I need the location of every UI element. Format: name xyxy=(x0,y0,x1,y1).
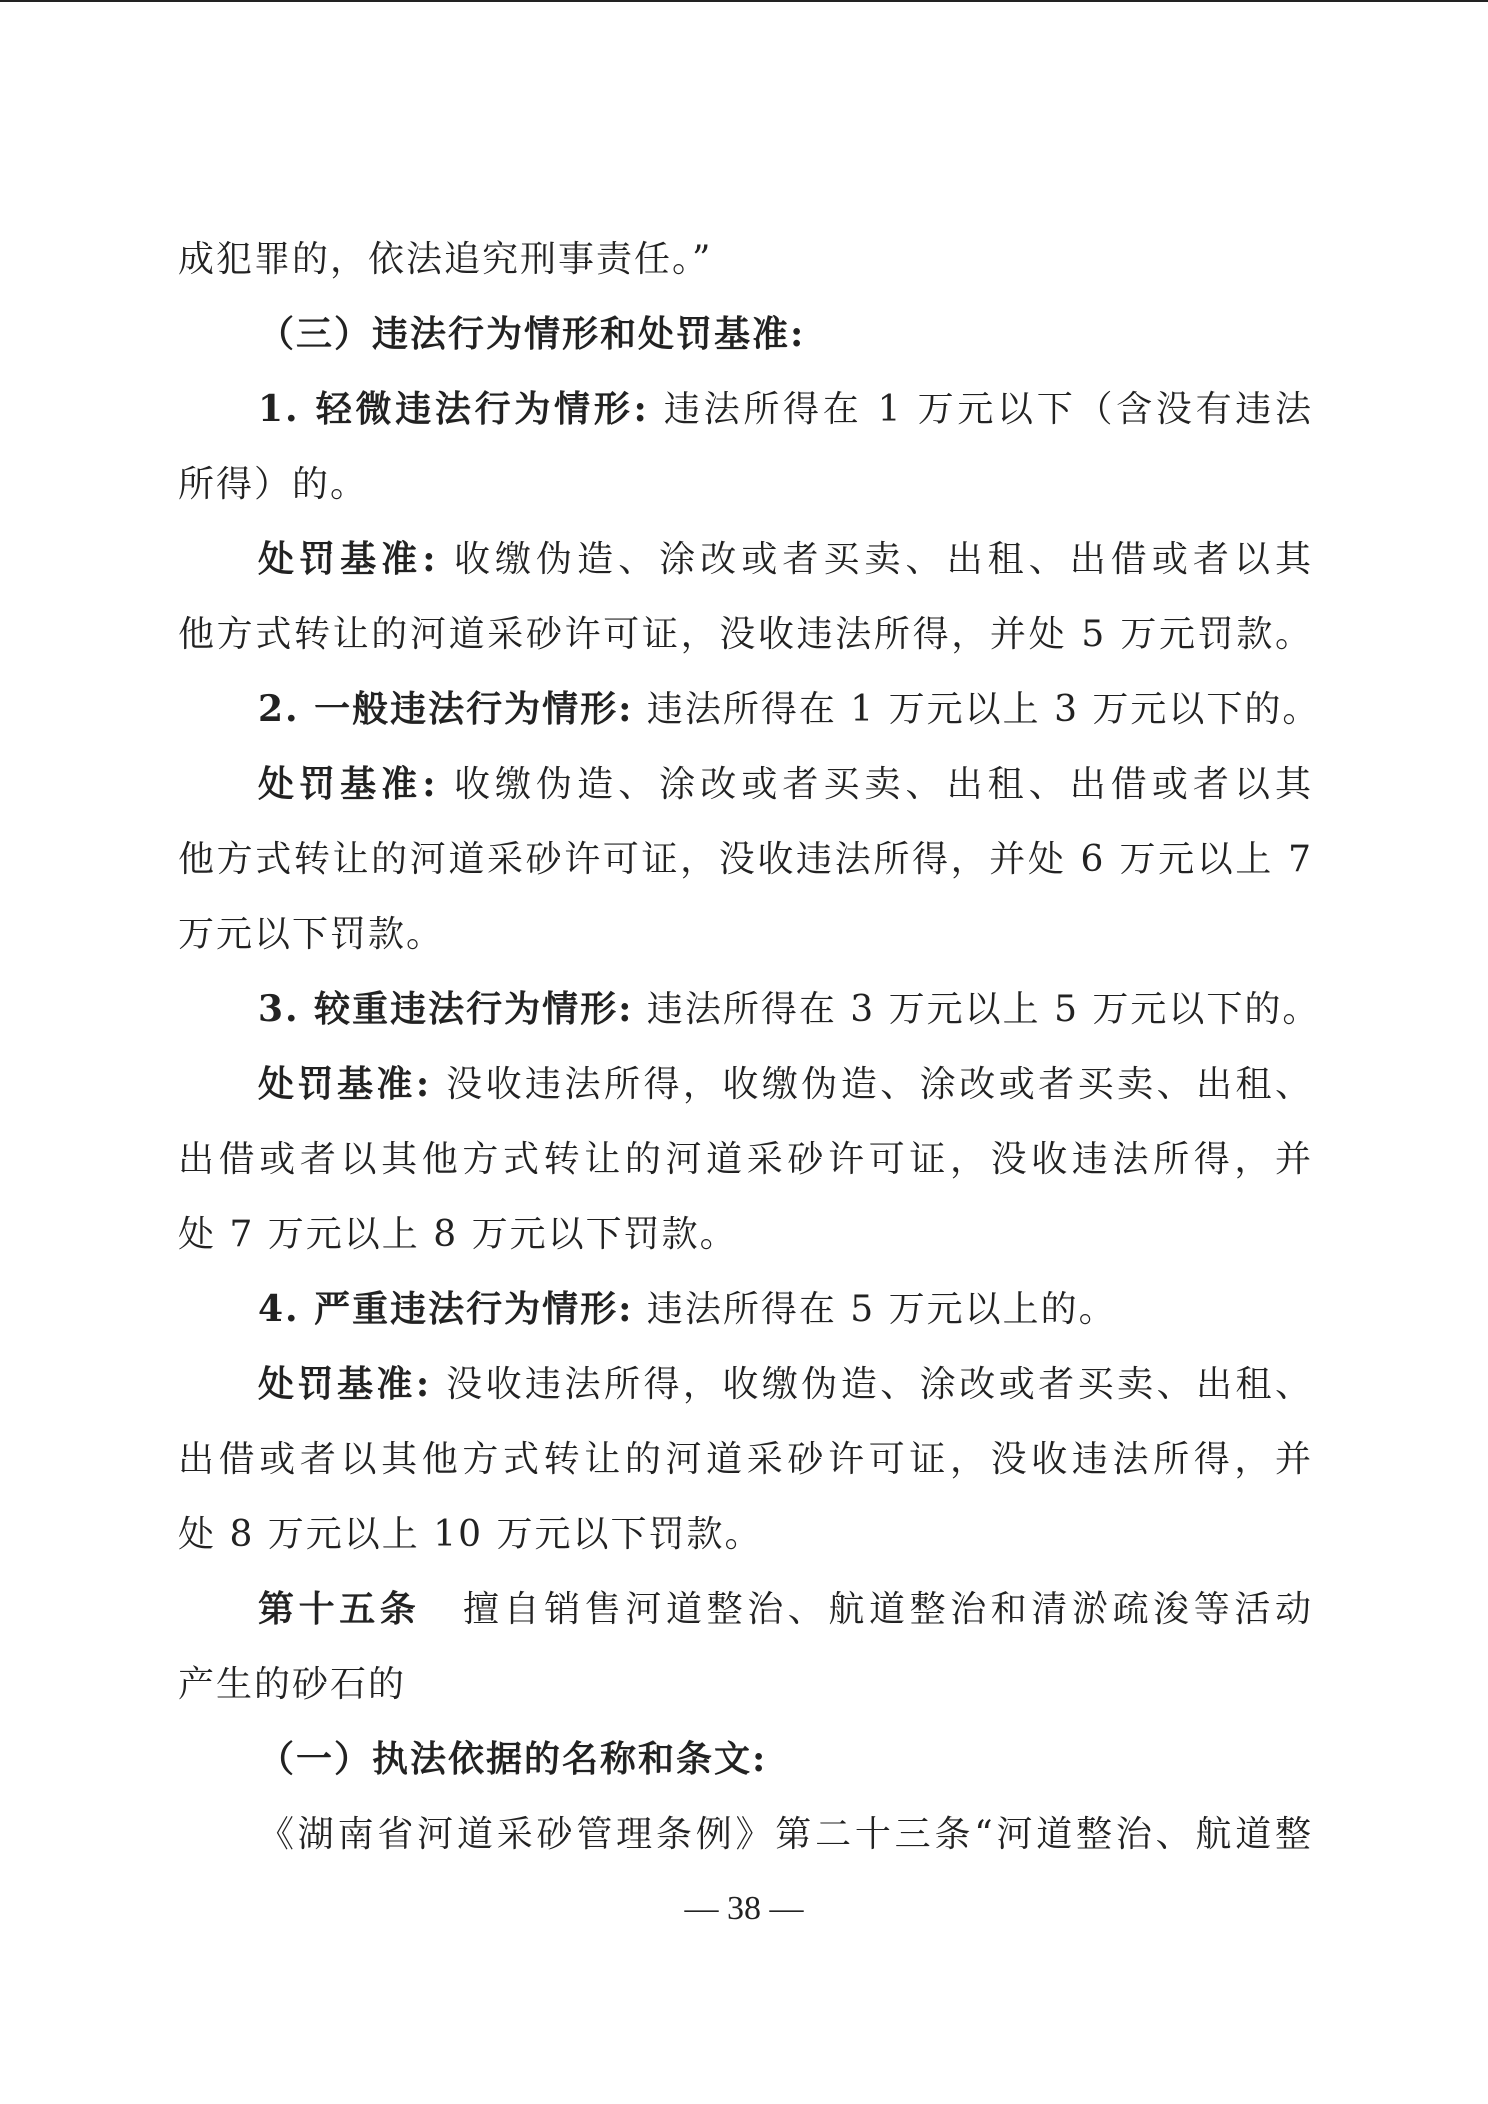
item-text: 违法所得在 1 万元以上 3 万元以下的。 xyxy=(633,689,1321,730)
text: 《湖南省河道采砂管理条例》第二十三条“河道整治、航道整 xyxy=(258,1814,1313,1855)
item-heading: 2. 一般违法行为情形: xyxy=(258,688,634,730)
item-3-line xyxy=(258,972,1321,1047)
text: 成犯罪的，依法追究刑事责任。” xyxy=(178,239,713,280)
item-text: 违法所得在 5 万元以上的。 xyxy=(633,1289,1117,1330)
penalty-heading: 处罚基准: xyxy=(258,1363,432,1405)
text: 出借或者以其他方式转让的河道采砂许可证，没收违法所得，并 xyxy=(178,1439,1313,1480)
penalty-line xyxy=(258,1047,1313,1122)
text: 处 7 万元以上 8 万元以下罚款。 xyxy=(178,1214,738,1255)
text: 他方式转让的河道采砂许可证，没收违法所得，并处 6 万元以上 7 xyxy=(178,839,1313,880)
item-heading: 4. 严重违法行为情形: xyxy=(258,1288,634,1330)
penalty-heading: 处罚基准: xyxy=(258,538,438,580)
section-heading xyxy=(258,1722,1313,1797)
penalty-heading: 处罚基准: xyxy=(258,1063,432,1105)
item-1-line xyxy=(258,372,1313,447)
penalty-text: 收缴伪造、涂改或者买卖、出租、出借或者以其 xyxy=(437,764,1313,805)
text: 产生的砂石的 xyxy=(178,1664,407,1705)
paragraph-line xyxy=(178,1422,1313,1497)
penalty-text: 收缴伪造、涂改或者买卖、出租、出借或者以其 xyxy=(437,539,1313,580)
item-2-line xyxy=(258,672,1321,747)
paragraph-line xyxy=(178,822,1313,897)
paragraph-line xyxy=(178,1197,1313,1272)
paragraph-line xyxy=(178,897,1313,972)
text: 所得）的。 xyxy=(178,464,369,505)
heading-text: （一）执法依据的名称和条文: xyxy=(258,1738,768,1780)
penalty-text: 没收违法所得，收缴伪造、涂改或者买卖、出租、 xyxy=(431,1364,1313,1405)
paragraph-line xyxy=(178,1497,1313,1572)
penalty-heading: 处罚基准: xyxy=(258,763,438,805)
penalty-line xyxy=(258,1347,1313,1422)
section-heading xyxy=(258,297,1313,372)
heading-text: （三）违法行为情形和处罚基准: xyxy=(258,313,806,355)
text: 万元以下罚款。 xyxy=(178,914,445,955)
page-number: — 38 — xyxy=(684,1890,804,1927)
text: 处 8 万元以上 10 万元以下罚款。 xyxy=(178,1514,763,1555)
penalty-text: 没收违法所得，收缴伪造、涂改或者买卖、出租、 xyxy=(431,1064,1313,1105)
penalty-line xyxy=(258,522,1313,597)
paragraph-line xyxy=(178,447,1313,522)
article-heading: 第十五条 xyxy=(258,1588,421,1630)
text: 他方式转让的河道采砂许可证，没收违法所得，并处 5 万元罚款。 xyxy=(178,614,1313,655)
text: 出借或者以其他方式转让的河道采砂许可证，没收违法所得，并 xyxy=(178,1139,1313,1180)
penalty-line xyxy=(258,747,1313,822)
paragraph-line xyxy=(178,1647,1313,1722)
item-text: 违法所得在 3 万元以上 5 万元以下的。 xyxy=(633,989,1321,1030)
paragraph-line xyxy=(178,597,1313,672)
paragraph-line xyxy=(258,1797,1313,1872)
paragraph-line xyxy=(178,222,1313,297)
item-heading: 3. 较重违法行为情形: xyxy=(258,988,634,1030)
item-4-line xyxy=(258,1272,1313,1347)
article-15-line xyxy=(258,1572,1313,1647)
item-text: 违法所得在 1 万元以下（含没有违法 xyxy=(648,389,1313,430)
item-heading: 1. 轻微违法行为情形: xyxy=(258,388,649,430)
paragraph-line xyxy=(178,1122,1313,1197)
article-text: 擅自销售河道整治、航道整治和清淤疏浚等活动 xyxy=(460,1589,1313,1630)
